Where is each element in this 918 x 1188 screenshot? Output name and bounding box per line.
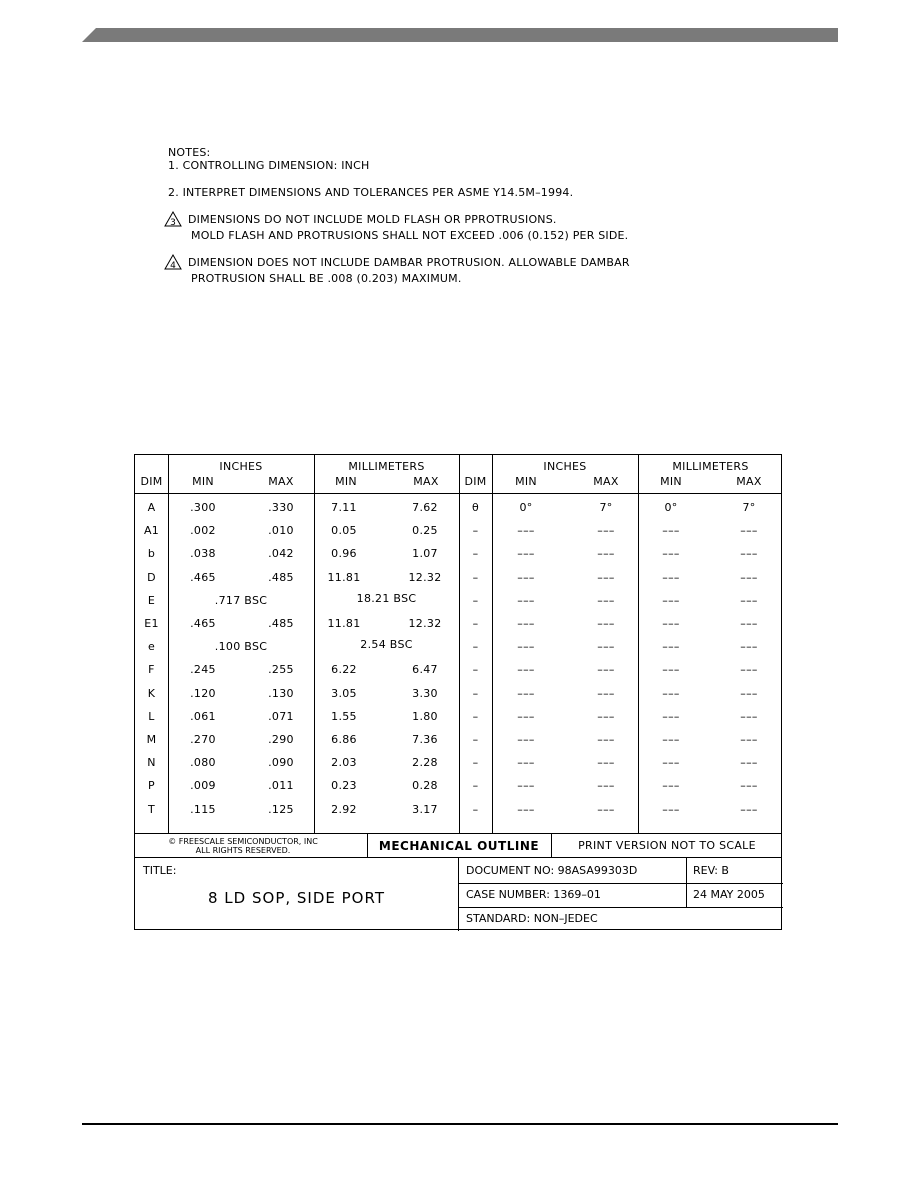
mm-max-cell: ––– <box>740 663 758 677</box>
mm-min-cell: 11.81 <box>327 570 361 584</box>
inches-max-cell: .042 <box>268 547 294 561</box>
mm-min-cell: ––– <box>662 663 680 677</box>
svg-text:3: 3 <box>170 218 176 227</box>
mm-min-cell: 0.96 <box>331 547 357 561</box>
header-mm-left: MILLIMETERS <box>348 460 425 473</box>
inches-min-cell: ––– <box>517 663 535 677</box>
inches-max-cell: .485 <box>268 617 294 630</box>
mm-max-cell: ––– <box>740 570 758 584</box>
header-max: MAX <box>593 475 619 488</box>
inches-max-cell: ––– <box>597 640 615 654</box>
copyright-line-2: ALL RIGHTS RESERVED. <box>195 846 291 855</box>
revision: REV: B <box>693 864 729 877</box>
header-max: MAX <box>268 475 294 488</box>
mm-max-cell: 1.80 <box>412 709 438 723</box>
mm-max-cell: ––– <box>740 547 758 561</box>
note-1: 1. CONTROLLING DIMENSION: INCH <box>168 159 370 172</box>
dim-symbol-cell: – <box>472 547 479 561</box>
copyright <box>143 837 343 855</box>
mm-bsc-cell: 2.54 BSC <box>360 638 413 652</box>
mm-max-cell: 12.32 <box>408 570 442 584</box>
inches-min-cell: ––– <box>517 593 535 607</box>
mm-min-cell: 1.55 <box>331 709 357 723</box>
inches-max-cell: .330 <box>268 501 294 514</box>
inches-min-cell: .465 <box>190 617 216 630</box>
dim-symbol-cell: – <box>472 617 479 630</box>
inches-min-cell: .245 <box>190 663 216 677</box>
mm-min-cell: ––– <box>662 570 680 584</box>
dim-symbol-cell: L <box>148 709 155 723</box>
dim-symbol-cell: T <box>147 802 156 816</box>
dim-symbol-cell: θ <box>471 501 480 514</box>
dim-symbol-cell: – <box>472 570 479 584</box>
dim-symbol-cell: E <box>147 593 156 607</box>
dim-symbol-cell: M <box>146 733 157 746</box>
mm-max-cell: 2.28 <box>412 756 438 770</box>
inches-min-cell: .002 <box>190 524 216 538</box>
inches-max-cell: .130 <box>268 686 294 700</box>
mm-min-cell: ––– <box>662 524 680 538</box>
mm-min-cell: ––– <box>662 733 680 746</box>
inches-bsc-cell: .100 BSC <box>214 640 268 654</box>
mm-min-cell: ––– <box>662 686 680 700</box>
mm-max-cell: ––– <box>740 617 758 630</box>
inches-max-cell: .125 <box>268 802 294 816</box>
mm-max-cell: ––– <box>740 802 758 816</box>
inches-bsc-cell: .717 BSC <box>214 593 268 607</box>
mm-max-cell: 7.36 <box>412 733 438 746</box>
mm-max-cell: ––– <box>740 733 758 746</box>
header-max: MAX <box>413 475 439 488</box>
inches-min-cell: .038 <box>190 547 216 561</box>
inches-min-cell: .115 <box>190 802 216 816</box>
mm-max-cell: 3.17 <box>412 802 438 816</box>
mm-min-cell: 0.23 <box>331 779 357 793</box>
mm-min-cell: 2.92 <box>331 802 357 816</box>
inches-max-cell: ––– <box>597 617 615 630</box>
mm-max-cell: 0.25 <box>412 524 438 538</box>
print-version-label: PRINT VERSION NOT TO SCALE <box>578 839 756 852</box>
inches-min-cell: ––– <box>517 756 535 770</box>
inches-max-cell: ––– <box>597 733 615 746</box>
mm-min-cell: ––– <box>662 617 680 630</box>
inches-max-cell: 7° <box>599 501 613 514</box>
header-min: MIN <box>660 475 682 488</box>
dim-symbol-cell: – <box>472 640 479 654</box>
inches-max-cell: .011 <box>268 779 294 793</box>
note-flag-3-icon <box>164 211 182 227</box>
inches-min-cell: ––– <box>517 524 535 538</box>
inches-min-cell: ––– <box>517 640 535 654</box>
dim-symbol-cell: A1 <box>143 524 160 538</box>
dim-symbol-cell: b <box>147 547 156 561</box>
dim-symbol-cell: N <box>147 756 156 770</box>
drawing-title: 8 LD SOP, SIDE PORT <box>208 889 385 907</box>
inches-max-cell: .290 <box>268 733 294 746</box>
mm-min-cell: ––– <box>662 756 680 770</box>
note-3-line-2: MOLD FLASH AND PROTRUSIONS SHALL NOT EXCEED .006 (0.152) PER SIDE. <box>191 229 629 242</box>
mm-min-cell: 11.81 <box>327 617 361 630</box>
inches-min-cell: .465 <box>190 570 216 584</box>
inches-min-cell: ––– <box>517 617 535 630</box>
note-3-line-1: DIMENSIONS DO NOT INCLUDE MOLD FLASH OR PPROTRUSIONS. <box>188 213 557 226</box>
mm-max-cell: 12.32 <box>408 617 442 630</box>
inches-min-cell: ––– <box>517 802 535 816</box>
dim-symbol-cell: – <box>472 663 479 677</box>
mm-max-cell: 7° <box>742 501 756 514</box>
footer-rule <box>82 1123 838 1125</box>
header-min: MIN <box>515 475 537 488</box>
header-dim-left: DIM <box>140 475 163 488</box>
inches-max-cell: ––– <box>597 524 615 538</box>
note-4-line-1: DIMENSION DOES NOT INCLUDE DAMBAR PROTRUSION. ALLOWABLE DAMBAR <box>188 256 630 269</box>
inches-max-cell: .090 <box>268 756 294 770</box>
inches-max-cell: ––– <box>597 663 615 677</box>
mm-max-cell: ––– <box>740 524 758 538</box>
mm-min-cell: ––– <box>662 593 680 607</box>
mm-min-cell: 7.11 <box>331 501 357 514</box>
mm-max-cell: 7.62 <box>412 501 438 514</box>
dim-symbol-cell: – <box>472 733 479 746</box>
mm-max-cell: 6.47 <box>412 663 438 677</box>
mechanical-outline-label: MECHANICAL OUTLINE <box>378 839 540 853</box>
notes-heading: NOTES: <box>168 146 211 159</box>
inches-min-cell: ––– <box>517 686 535 700</box>
mm-max-cell: 3.30 <box>412 686 438 700</box>
inches-max-cell: ––– <box>597 686 615 700</box>
inches-min-cell: .120 <box>190 686 216 700</box>
mm-min-cell: 0° <box>664 501 678 514</box>
title-label: TITLE: <box>143 864 177 877</box>
dim-symbol-cell: K <box>147 686 156 700</box>
dim-symbol-cell: D <box>147 570 156 584</box>
mm-max-cell: ––– <box>740 686 758 700</box>
dim-symbol-cell: e <box>147 640 156 654</box>
dimension-table <box>134 454 782 930</box>
inches-min-cell: .300 <box>190 501 216 514</box>
inches-min-cell: .080 <box>190 756 216 770</box>
inches-min-cell: .270 <box>190 733 216 746</box>
mm-min-cell: 3.05 <box>331 686 357 700</box>
inches-max-cell: .010 <box>268 524 294 538</box>
dim-symbol-cell: – <box>472 709 479 723</box>
dim-symbol-cell: A <box>147 501 156 514</box>
inches-max-cell: .071 <box>268 709 294 723</box>
svg-text:4: 4 <box>170 261 176 270</box>
standard: STANDARD: NON–JEDEC <box>466 912 598 925</box>
dim-symbol-cell: – <box>472 756 479 770</box>
mm-min-cell: ––– <box>662 640 680 654</box>
dim-symbol-cell: – <box>472 779 479 793</box>
inches-max-cell: .485 <box>268 570 294 584</box>
mm-min-cell: ––– <box>662 802 680 816</box>
inches-min-cell: ––– <box>517 779 535 793</box>
mm-min-cell: ––– <box>662 709 680 723</box>
dim-symbol-cell: P <box>148 779 155 793</box>
inches-max-cell: ––– <box>597 570 615 584</box>
dim-symbol-cell: E1 <box>144 617 159 630</box>
inches-max-cell: ––– <box>597 756 615 770</box>
inches-max-cell: ––– <box>597 547 615 561</box>
copyright-line-1: © FREESCALE SEMICONDUCTOR, INC <box>168 837 318 846</box>
mm-min-cell: 6.22 <box>331 663 357 677</box>
header-bar <box>82 28 838 42</box>
inches-max-cell: ––– <box>597 593 615 607</box>
inches-min-cell: ––– <box>517 570 535 584</box>
document-number: DOCUMENT NO: 98ASA99303D <box>466 864 638 877</box>
inches-min-cell: .009 <box>190 779 216 793</box>
header-min: MIN <box>192 475 214 488</box>
header-dim-right: DIM <box>464 475 487 488</box>
mm-min-cell: 0.05 <box>331 524 357 538</box>
mm-min-cell: 2.03 <box>331 756 357 770</box>
mm-max-cell: ––– <box>740 756 758 770</box>
inches-max-cell: ––– <box>597 779 615 793</box>
dim-symbol-cell: F <box>148 663 155 677</box>
mm-max-cell: 1.07 <box>412 547 438 561</box>
header-min: MIN <box>335 475 357 488</box>
inches-min-cell: ––– <box>517 709 535 723</box>
case-number: CASE NUMBER: 1369–01 <box>466 888 601 901</box>
mm-max-cell: 0.28 <box>412 779 438 793</box>
header-inches-left: INCHES <box>219 460 263 473</box>
dim-symbol-cell: – <box>472 686 479 700</box>
mm-max-cell: ––– <box>740 709 758 723</box>
mm-min-cell: ––– <box>662 779 680 793</box>
mm-max-cell: ––– <box>740 593 758 607</box>
inches-max-cell: ––– <box>597 802 615 816</box>
mm-min-cell: ––– <box>662 547 680 561</box>
inches-min-cell: ––– <box>517 733 535 746</box>
mm-max-cell: ––– <box>740 640 758 654</box>
inches-min-cell: 0° <box>519 501 533 514</box>
mm-min-cell: 6.86 <box>331 733 357 746</box>
inches-max-cell: ––– <box>597 709 615 723</box>
mm-bsc-cell: 18.21 BSC <box>356 591 417 605</box>
header-mm-right: MILLIMETERS <box>672 460 749 473</box>
dim-symbol-cell: – <box>472 524 479 538</box>
dim-symbol-cell: – <box>472 802 479 816</box>
inches-min-cell: ––– <box>517 547 535 561</box>
inches-max-cell: .255 <box>268 663 294 677</box>
mm-max-cell: ––– <box>740 779 758 793</box>
header-inches-right: INCHES <box>543 460 587 473</box>
date: 24 MAY 2005 <box>693 888 765 901</box>
note-2: 2. INTERPRET DIMENSIONS AND TOLERANCES PER ASME Y14.5M–1994. <box>168 186 574 199</box>
inches-min-cell: .061 <box>190 709 216 723</box>
note-4-line-2: PROTRUSION SHALL BE .008 (0.203) MAXIMUM. <box>191 272 462 285</box>
header-max: MAX <box>736 475 762 488</box>
note-flag-4-icon <box>164 254 182 270</box>
dim-symbol-cell: – <box>472 593 479 607</box>
